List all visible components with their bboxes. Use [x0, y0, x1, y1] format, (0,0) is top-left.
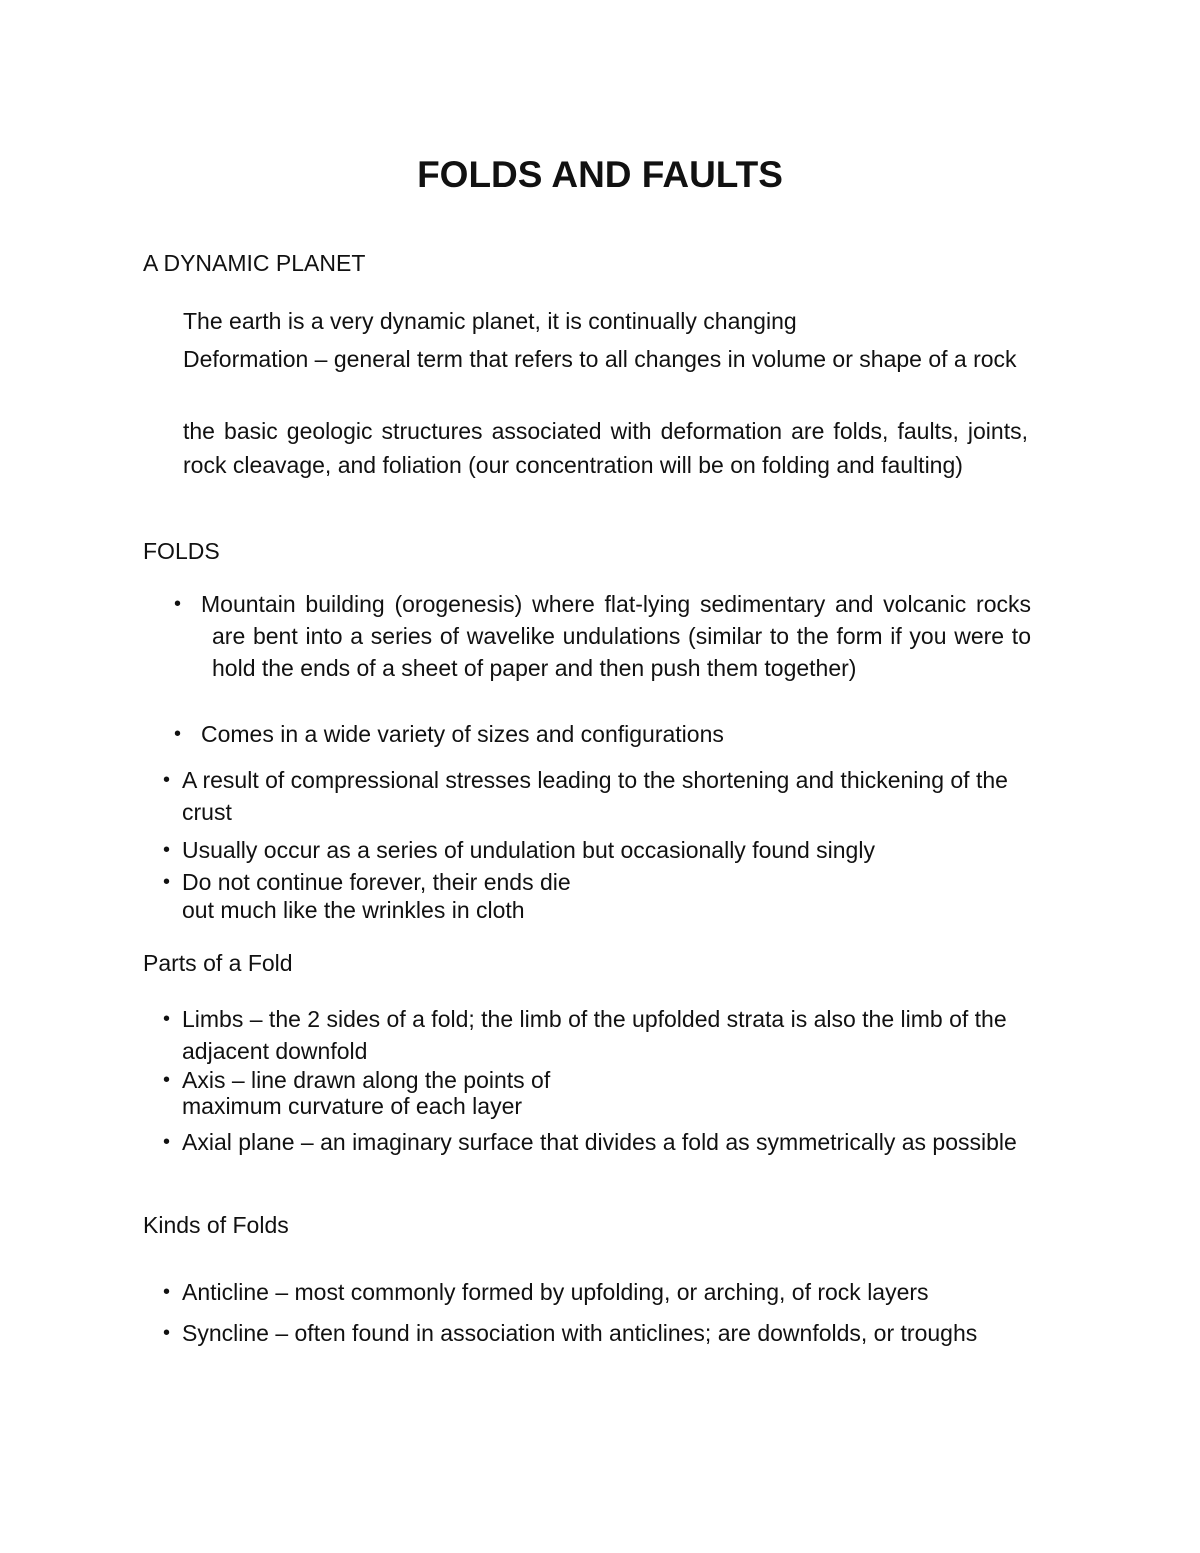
page-title: FOLDS AND FAULTS: [417, 154, 783, 195]
list-item-text: Axial plane – an imaginary surface that divides a fold as symmetrically as possible: [182, 1129, 1017, 1155]
bullet-icon: •: [163, 769, 171, 791]
bullet-icon: •: [163, 1281, 171, 1303]
bullet-icon: •: [163, 1008, 171, 1030]
list-item-text: Anticline – most commonly formed by upfolding, or arching, of rock layers: [182, 1279, 929, 1305]
list-item-text-line-1: Do not continue forever, their ends die: [182, 869, 571, 895]
list-item-variety: [174, 718, 1031, 750]
list-item-text: Comes in a wide variety of sizes and configurations: [201, 721, 724, 747]
list-item-text-line-2: out much like the wrinkles in cloth: [182, 897, 525, 923]
list-item-anticline: [163, 1276, 1032, 1308]
section-heading-dynamic-planet: A DYNAMIC PLANET: [143, 250, 366, 276]
list-item-text: Limbs – the 2 sides of a fold; the limb of the upfolded strata is also the limb of the adjacent downfold: [182, 1006, 1007, 1064]
list-item-ends-die: [163, 868, 1032, 924]
bullet-icon: •: [163, 871, 171, 893]
section-heading-kinds-of-folds: Kinds of Folds: [143, 1212, 289, 1238]
list-item-text: Syncline – often found in association with anticlines; are downfolds, or troughs: [182, 1320, 978, 1346]
list-item-axial-plane: [163, 1126, 1032, 1158]
bullet-icon: •: [163, 1322, 171, 1344]
section-heading-parts-of-fold: Parts of a Fold: [143, 950, 293, 976]
list-item-syncline: [163, 1316, 1032, 1350]
list-item-text: A result of compressional stresses leading to the shortening and thickening of the crust: [182, 767, 1008, 825]
paragraph-deformation: Deformation – general term that refers to all changes in volume or shape of a rock: [183, 346, 1017, 372]
list-item-axis: [163, 1067, 1032, 1119]
section-heading-folds: FOLDS: [143, 538, 220, 564]
list-item-mountain-building: [174, 588, 1031, 684]
list-item-compressional: [163, 764, 1032, 828]
paragraph-dynamic-planet-1: The earth is a very dynamic planet, it is continually changing: [183, 308, 797, 334]
paragraph-geologic-structures: the basic geologic structures associated with deformation are folds, faults, joints, rock cleavage, and foliation (our concentration will be on folding and faulting): [183, 418, 1028, 478]
bullet-icon: •: [163, 1069, 171, 1091]
list-item-text-line-1: Axis – line drawn along the points of: [182, 1067, 551, 1093]
list-item-text: Usually occur as a series of undulation but occasionally found singly: [182, 837, 875, 863]
bullet-icon: •: [174, 723, 182, 745]
list-item-text: Mountain building (orogenesis) where flat-lying sedimentary and volcanic rocks are bent into a series of wavelike undulations (similar to the form if you were to hold the ends of a sheet of paper and then push them together): [201, 591, 1031, 681]
list-item-limbs: [163, 1003, 1032, 1067]
bullet-icon: •: [163, 1131, 171, 1153]
bullet-icon: •: [163, 839, 171, 861]
list-item-text-line-2: maximum curvature of each layer: [182, 1093, 523, 1119]
list-item-undulation: [163, 834, 1032, 866]
bullet-icon: •: [174, 593, 182, 615]
